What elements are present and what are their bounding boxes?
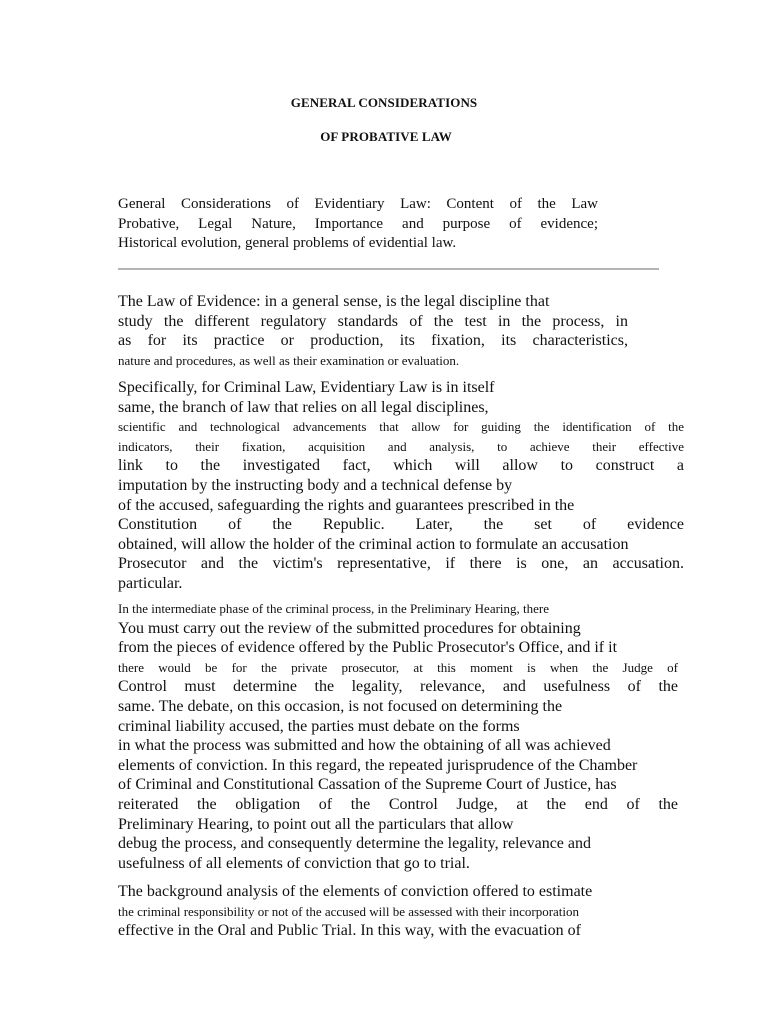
paragraph-line: reiterated the obligation of the Control Judge, at the end of the bbox=[118, 795, 678, 813]
document-title-line-1: GENERAL CONSIDERATIONS bbox=[290, 95, 478, 110]
paragraph-law-of-evidence bbox=[118, 292, 628, 370]
paragraph-line: of Criminal and Constitutional Cassation of the Supreme Court of Justice, has bbox=[118, 776, 617, 794]
paragraph-line: from the pieces of evidence offered by the Public Prosecutor's Office, and if it bbox=[118, 639, 618, 657]
paragraph-line: indicators, their fixation, acquisition and analysis, to achieve their effective bbox=[118, 438, 684, 454]
paragraph-line: the criminal responsibility or not of the accused will be assessed with their incorporation bbox=[118, 903, 580, 919]
paragraph-line: obtained, will allow the holder of the criminal action to formulate an accusation bbox=[118, 535, 629, 553]
abstract bbox=[118, 195, 598, 254]
paragraph-line: elements of conviction. In this regard, the repeated jurisprudence of the Chamber bbox=[118, 756, 638, 774]
document-title-line-2: OF PROBATIVE LAW bbox=[320, 129, 452, 144]
paragraph-line: Prosecutor and the victim's representative, if there is one, an accusation. bbox=[118, 555, 684, 573]
paragraph-line: same, the branch of law that relies on all legal disciplines, bbox=[118, 398, 489, 416]
paragraph-background-analysis bbox=[118, 882, 658, 941]
paragraph-line: scientific and technological advancements that allow for guiding the identification of the bbox=[118, 419, 684, 435]
paragraph-line: nature and procedures, as well as their examination or evaluation. bbox=[118, 352, 460, 368]
paragraph-line: debug the process, and consequently determine the legality, relevance and bbox=[118, 835, 591, 853]
section-divider bbox=[118, 268, 659, 270]
paragraph-line: imputation by the instructing body and a technical defense by bbox=[118, 476, 513, 494]
paragraph-line: The background analysis of the elements of conviction offered to estimate bbox=[118, 883, 593, 900]
paragraph-line: Preliminary Hearing, to point out all the particulars that allow bbox=[118, 815, 514, 833]
abstract-line: Historical evolution, general problems of evidential law. bbox=[118, 235, 457, 252]
paragraph-line: effective in the Oral and Public Trial. In this way, with the evacuation of bbox=[118, 922, 581, 940]
paragraph-line: Specifically, for Criminal Law, Evidentiary Law is in itself bbox=[118, 379, 495, 396]
paragraph-line: In the intermediate phase of the criminal process, in the Preliminary Hearing, there bbox=[118, 601, 550, 616]
paragraph-line: as for its practice or production, its fixation, its characteristics, bbox=[118, 332, 628, 350]
paragraph-line: criminal liability accused, the parties must debate on the forms bbox=[118, 717, 520, 735]
paragraph-line: You must carry out the review of the submitted procedures for obtaining bbox=[118, 619, 581, 637]
paragraph-line: study the different regulatory standards of the test in the process, in bbox=[118, 312, 628, 330]
paragraph-line: Constitution of the Republic. Later, the set of evidence bbox=[118, 516, 684, 534]
paragraph-line: link to the investigated fact, which will allow to construct a bbox=[118, 457, 684, 475]
abstract-line: General Considerations of Evidentiary Law: Content of the Law bbox=[118, 196, 598, 212]
paragraph-line: The Law of Evidence: in a general sense, is the legal discipline that bbox=[118, 293, 550, 310]
paragraph-criminal-law bbox=[118, 378, 684, 594]
paragraph-line: of the accused, safeguarding the rights and guarantees prescribed in the bbox=[118, 496, 575, 514]
paragraph-line: Control must determine the legality, relevance, and usefulness of the bbox=[118, 678, 678, 696]
paragraph-line: in what the process was submitted and how the obtaining of all was achieved bbox=[118, 737, 611, 755]
paragraph-line: particular. bbox=[118, 574, 183, 592]
paragraph-line: same. The debate, on this occasion, is not focused on determining the bbox=[118, 697, 563, 715]
paragraph-line: there would be for the private prosecutor, at this moment is when the Judge of bbox=[118, 659, 678, 675]
paragraph-preliminary-hearing bbox=[118, 599, 678, 873]
paragraph-line: usefulness of all elements of conviction that go to trial. bbox=[118, 854, 470, 872]
abstract-line: Probative, Legal Nature, Importance and purpose of evidence; bbox=[118, 215, 598, 232]
